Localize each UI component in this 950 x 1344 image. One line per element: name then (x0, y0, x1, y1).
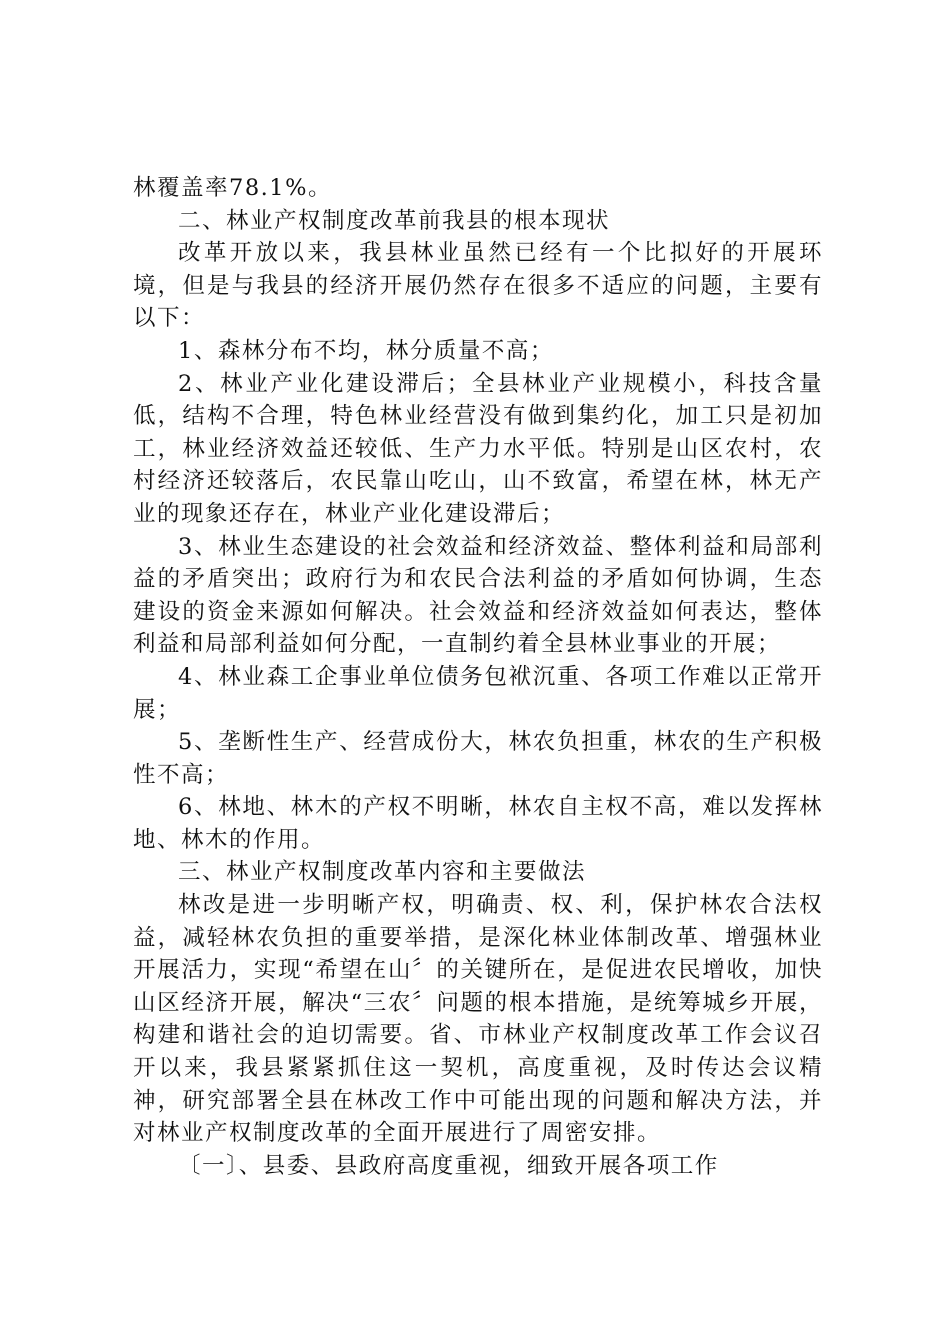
paragraph-forest-coverage: 林覆盖率78.1%。 (133, 175, 332, 201)
paragraph-reform: 林改是进一步明晰产权，明确责、权、利，保护林农合法权益，减轻林农负担的重要举措，是深化林业体制改革、增强林业开展活力，实现“希望在山〞的关键所在，是促进农民增收，加快山区经济开展，解决“三农〞问题的根本措施，是统筹城乡开展，构建和谐社会的迫切需要。省、市林业产权制度改革工作会议召开以来，我县紧紧抓住这一契机，高度重视，及时传达会议精神，研究部署全县在林改工作中可能出现的问题和解决方法，并对林业产权制度改革的全面开展进行了周密安排。 (133, 892, 823, 1147)
section-heading-2: 二、林业产权制度改革前我县的根本现状 (178, 207, 611, 234)
list-item-6: 6、林地、林木的产权不明晰，林农自主权不高，难以发挥林地、林木的作用。 (133, 794, 823, 853)
document-body (133, 172, 823, 1182)
list-item-2: 2、林业产业化建设滞后；全县林业产业规模小，科技含量低，结构不合理，特色林业经营没有做到集约化，加工只是初加工，林业经济效益还较低、生产力水平低。特别是山区农村，农村经济还较落后，农民靠山吃山，山不致富，希望在林，林无产业的现象还存在，林业产业化建设滞后； (133, 370, 823, 527)
list-item-3: 3、林业生态建设的社会效益和经济效益、整体利益和局部利益的矛盾突出；政府行为和农民合法利益的矛盾如何协调，生态建设的资金来源如何解决。社会效益和经济效益如何表达，整体利益和局部利益如何分配，一直制约着全县林业事业的开展； (133, 533, 823, 658)
list-item-1: 1、森林分布不均，林分质量不高； (178, 337, 554, 364)
paragraph-intro: 改革开放以来，我县林业虽然已经有一个比拟好的开展环境，但是与我县的经济开展仍然存在很多不适应的问题，主要有以下： (133, 240, 823, 332)
subsection-heading-1: 〔一〕、县委、县政府高度重视，细致开展各项工作 (178, 1152, 719, 1179)
section-heading-3: 三、林业产权制度改革内容和主要做法 (178, 859, 587, 886)
list-item-4: 4、林业森工企事业单位债务包袱沉重、各项工作难以正常开展； (133, 663, 823, 723)
list-item-5: 5、垄断性生产、经营成份大，林农负担重，林农的生产积极性不高； (133, 729, 823, 788)
